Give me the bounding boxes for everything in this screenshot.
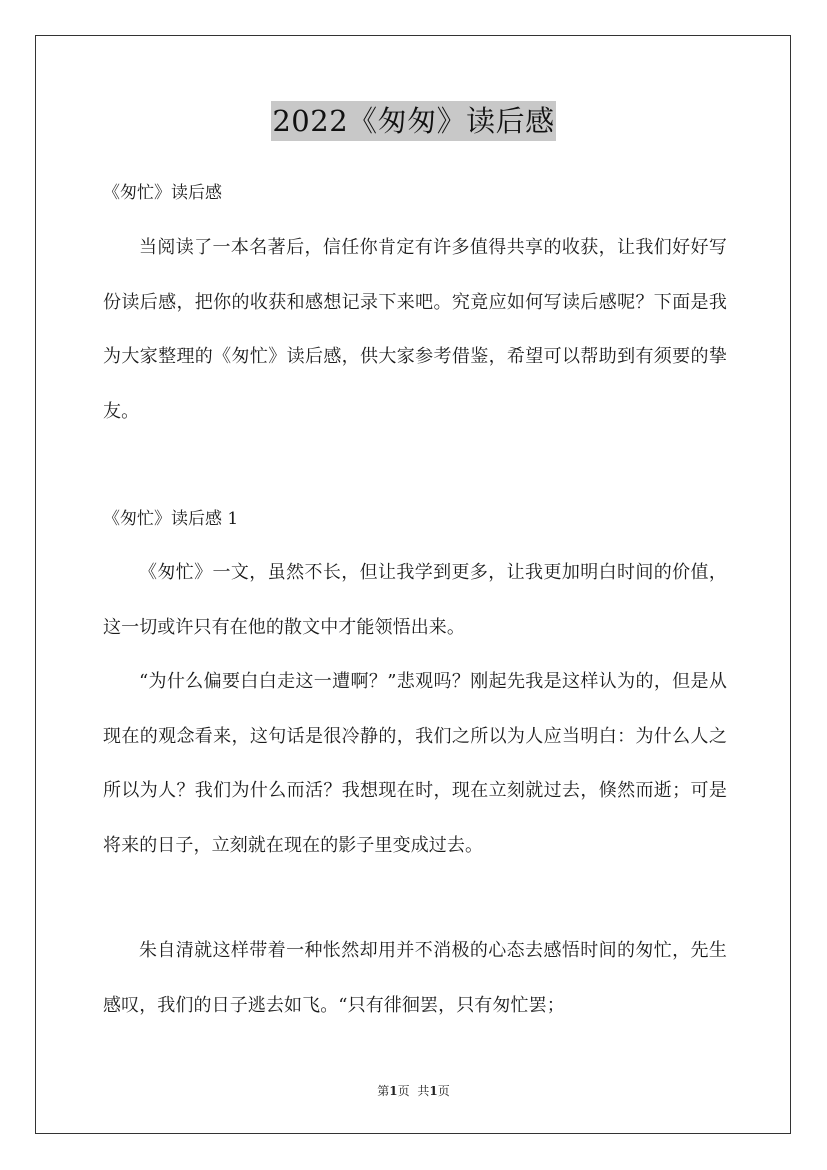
body-paragraph-3: 朱自清就这样带着一种怅然却用并不消极的心态去感悟时间的匆忙，先生感叹，我们的日子逃去如飞。“只有徘徊罢，只有匆忙罢； (103, 940, 727, 1016)
page-number: 1 (389, 1084, 398, 1098)
page-label-prefix: 第 (377, 1084, 390, 1098)
section-heading: 《匆忙》读后感 (103, 183, 222, 203)
body-paragraph-2: “为什么偏要白白走这一遭啊？”悲观吗？刚起先我是这样认为的，但是从现在的观念看来，这句话是很冷静的，我们之所以为人应当明白：为什么人之所以为人？我们为什么而活？我想现在时，现在立刻就过去，倏然而逝；可是将来的日子，立刻就在现在的影子里变成过去。 (103, 671, 727, 856)
page-label-suffix: 页 (397, 1084, 410, 1098)
total-label-suffix: 页 (437, 1084, 450, 1098)
intro-paragraph: 当阅读了一本名著后，信任你肯定有许多值得共享的收获，让我们好好写份读后感，把你的收获和感想记录下来吧。究竟应如何写读后感呢？下面是我为大家整理的《匆忙》读后感，供大家参考借鉴，希望可以帮助到有须要的挚友。 (103, 237, 727, 422)
title-container (0, 101, 827, 141)
total-label-prefix: 共 (417, 1084, 430, 1098)
total-pages: 1 (429, 1084, 438, 1098)
body-paragraph-1: 《匆忙》一文，虽然不长，但让我学到更多，让我更加明白时间的价值，这一切或许只有在他的散文中才能领悟出来。 (103, 562, 727, 638)
document-title: 2022《匆匆》读后感 (271, 101, 555, 141)
essay-heading: 《匆忙》读后感 1 (103, 509, 239, 529)
page-footer (0, 1083, 827, 1099)
